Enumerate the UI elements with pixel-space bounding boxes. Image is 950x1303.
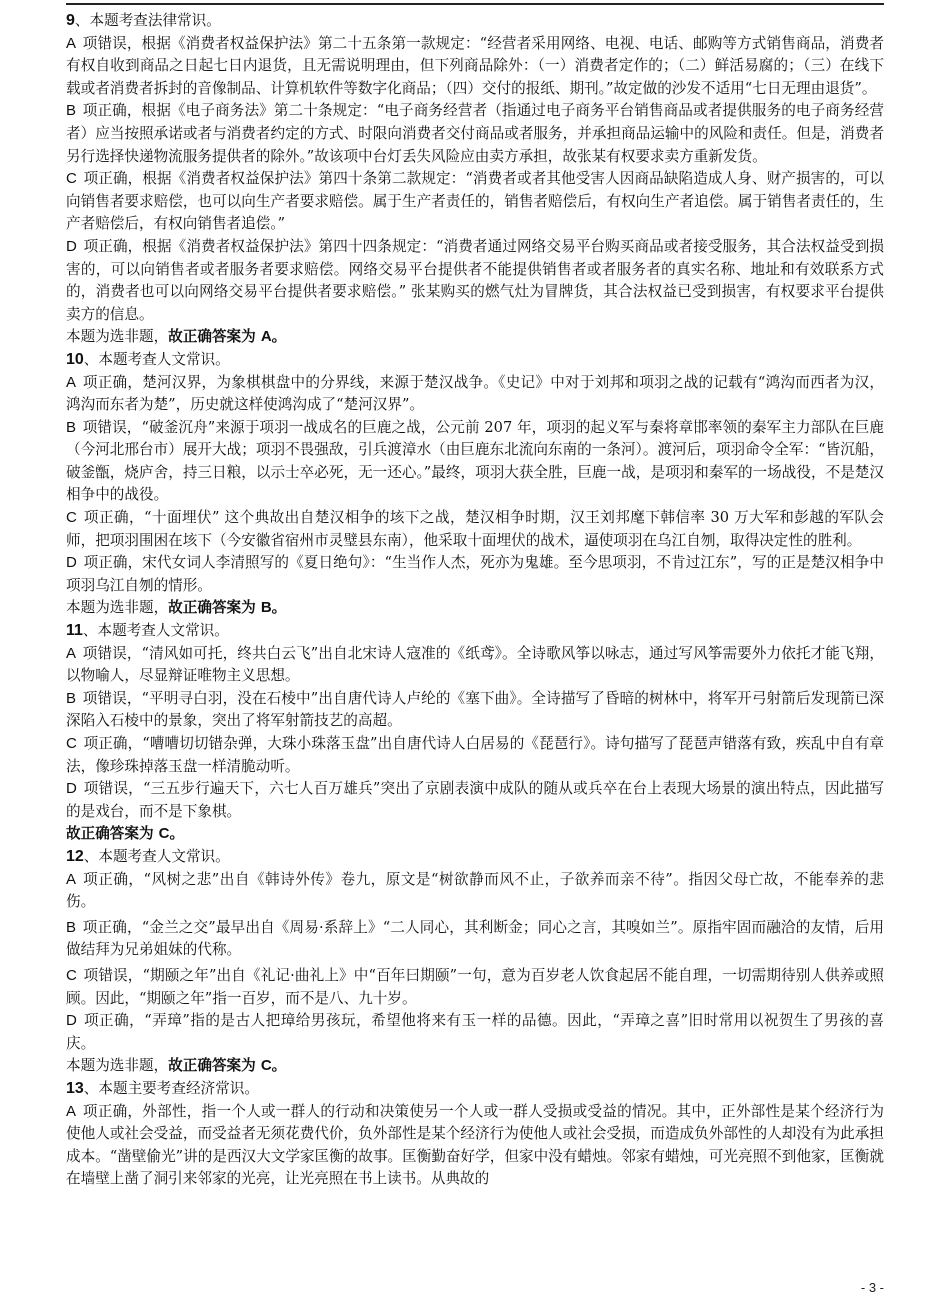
question-heading — [66, 349, 884, 372]
option-explanation-d — [66, 552, 884, 597]
answer-statement — [168, 1057, 286, 1074]
option-explanation-c — [66, 507, 884, 552]
option-letter: B — [66, 418, 77, 436]
answer-explanations — [66, 10, 884, 1191]
answer-end-mark: 。 — [169, 825, 185, 843]
option-explanation-a — [66, 33, 884, 101]
answer-conclusion — [66, 823, 884, 846]
correct-answer: A — [260, 328, 272, 346]
question-number: 10 — [66, 350, 84, 368]
question-topic: 、本题考查人文常识。 — [82, 622, 229, 640]
option-letter: B — [66, 102, 77, 120]
question-heading — [66, 1078, 884, 1101]
correct-answer: B — [260, 599, 272, 617]
question-number: 12 — [66, 847, 84, 865]
answer-end-mark: 。 — [271, 328, 287, 346]
option-letter: D — [66, 554, 77, 572]
option-explanation-b — [66, 417, 884, 507]
correct-answer: C — [260, 1057, 272, 1075]
option-text: 项错误，“期颐之年”出自《礼记·曲礼上》中“百年曰期颐”一句，意为百岁老人饮食起居不能自理，一切需期待别人供养或照顾。因此，“期颐之年”指一百岁，而不是八、九十岁。 — [66, 966, 884, 1007]
question-topic: 、本题主要考查经济常识。 — [83, 1079, 259, 1097]
option-text: 项错误，“三五步行遍天下，六七人百万雄兵”突出了京剧表演中成队的随从或兵卒在台上表现大场景的演出特点，因此描写的是戏台，而不是下象棋。 — [66, 780, 884, 820]
option-explanation-a — [66, 643, 884, 688]
option-explanation-d — [66, 778, 884, 823]
option-text: 项正确，根据《消费者权益保护法》第四十条第二款规定：“消费者或者其他受害人因商品缺陷造成人身、财产损害的，可以向销售者要求赔偿，也可以向生产者要求赔偿。属于生产者责任的，销售者赔偿后，有权向生产者追偿。属于销售者责任的，生产者赔偿后，有权向销售者追偿。” — [66, 170, 884, 233]
question-block-9 — [66, 10, 884, 349]
option-letter: B — [66, 918, 77, 936]
answer-end-mark: 。 — [271, 1057, 287, 1075]
question-block-10 — [66, 349, 884, 620]
option-text: 项正确，“十面埋伏” 这个典故出自楚汉相争的垓下之战，楚汉相争时期，汉王刘邦麾下韩信率 30 万大军和彭越的军队会师，把项羽围困在垓下（今安徽省宿州市灵璧县东南），他采取十面埋伏的战术，逼使项羽在乌江自刎，取得决定性的胜利。 — [66, 509, 884, 549]
option-letter: C — [66, 735, 77, 752]
answer-conclusion — [66, 1055, 884, 1078]
option-letter: C — [66, 509, 77, 527]
option-text: 项正确，根据《电子商务法》第二十条规定：“电子商务经营者（指通过电子商务平台销售商品或者提供服务的电子商务经营者）应当按照承诺或者与消费者约定的方式、时限向消费者交付商品或者服务，并承担商品运输中的风险和责任。但是，消费者另行选择快递物流服务提供者的除外。”故该项中台灯丢失风险应由卖方承担，故张某有权要求卖方重新发货。 — [66, 102, 884, 165]
option-letter: D — [66, 780, 77, 798]
option-text: 项正确，外部性，指一个人或一群人的行动和决策使另一个人或一群人受损或受益的情况。其中，正外部性是某个经济行为使他人或社会受益，而受益者无须花费代价，负外部性是某个经济行为使他人或社会受损，而造成负外部性的人却没有为此承担成本。“凿壁偷光”讲的是西汉大文学家匡衡的故事。匡衡勤奋好学，但家中没有蜡烛。邻家有蜡烛，可光亮照不到他家，匡衡就在墙壁上凿了洞引来邻家的光亮，让光亮照在书上读书。从典故的 — [66, 1102, 884, 1188]
top-rule — [66, 3, 884, 5]
answer-conclusion — [66, 597, 884, 620]
option-letter: C — [66, 966, 77, 984]
option-text: 项正确，楚河汉界，为象棋棋盘中的分界线，来源于楚汉战争。《史记》中对于刘邦和项羽之战的记载有“鸿沟而西者为汉，鸿沟而东者为楚”，历史就这样使鸿沟成了“楚河汉界”。 — [66, 373, 884, 414]
option-text: 项正确，“风树之悲”出自《韩诗外传》卷九，原文是“树欲静而风不止，子欲养而亲不待”。指因父母亡故，不能奉养的悲伤。 — [66, 870, 884, 911]
answer-statement — [168, 328, 286, 345]
question-heading — [66, 620, 884, 643]
option-text: 项正确，“嘈嘈切切错杂弹，大珠小珠落玉盘”出自唐代诗人白居易的《琵琶行》。诗句描写了琵琶声错落有致，疾乱中自有章法，像珍珠掉落玉盘一样清脆动听。 — [66, 735, 884, 775]
option-text: 项错误，“平明寻白羽，没在石棱中”出自唐代诗人卢纶的《塞下曲》。全诗描写了昏暗的树林中，将军开弓射箭后发现箭已深深陷入石棱中的景象，突出了将军射箭技艺的高超。 — [66, 689, 884, 730]
option-text: 项正确，根据《消费者权益保护法》第四十四条规定：“消费者通过网络交易平台购买商品或者接受服务，其合法权益受到损害的，可以向销售者或者服务者要求赔偿。网络交易平台提供者不能提供销售者或者服务者的真实名称、地址和有效联系方式的，消费者也可以向网络交易平台提供者要求赔偿。” 张某购买的燃气灶为冒牌货，其合法权益已受到损害，有权要求平台提供卖方的信息。 — [66, 237, 884, 323]
question-block-12 — [66, 846, 884, 1078]
option-letter: A — [66, 34, 77, 52]
option-explanation-c — [66, 733, 884, 778]
question-block-11 — [66, 620, 884, 846]
option-explanation-c — [66, 965, 884, 1010]
option-text: 项正确，“弄璋”指的是古人把璋给男孩玩，希望他将来有玉一样的品德。因此，“弄璋之喜”旧时常用以祝贺生了男孩的喜庆。 — [66, 1012, 884, 1052]
correct-answer: C — [158, 825, 170, 843]
option-letter: C — [66, 170, 77, 188]
option-explanation-b — [66, 688, 884, 733]
option-text: 项正确，“金兰之交”最早出自《周易·系辞上》“二人同心，其利断金；同心之言，其嗅如兰”。原指牢固而融洽的友情，后用做结拜为兄弟姐妹的代称。 — [66, 918, 884, 959]
question-topic: 、本题考查人文常识。 — [83, 847, 230, 865]
question-block-13 — [66, 1078, 884, 1191]
option-explanation-d — [66, 1010, 884, 1055]
answer-statement — [168, 599, 286, 616]
option-letter: B — [66, 689, 77, 707]
option-letter: D — [66, 1012, 77, 1030]
answer-conclusion — [66, 326, 884, 349]
option-explanation-d — [66, 236, 884, 326]
option-letter: A — [66, 1102, 77, 1120]
option-letter: A — [66, 644, 77, 662]
option-explanation-a — [66, 1101, 884, 1191]
answer-label: 故正确答案为 — [168, 328, 261, 346]
option-explanation-b — [66, 917, 884, 962]
question-number: 9 — [66, 12, 75, 29]
question-topic: 、本题考查法律常识。 — [74, 12, 221, 29]
option-text: 项错误，根据《消费者权益保护法》第二十五条第一款规定：“经营者采用网络、电视、电话、邮购等方式销售商品，消费者有权自收到商品之日起七日内退货，且无需说明理由，但下列商品除外：（一）消费者定作的；（二）鲜活易腐的；（三）在线下载或者消费者拆封的音像制品、计算机软件等数字化商品；（四）交付的报纸、期刊。”故定做的沙发不适用“七日无理由退货”。 — [66, 34, 884, 97]
answer-label: 故正确答案为 — [168, 599, 261, 617]
answer-statement — [66, 825, 184, 842]
option-letter: A — [66, 870, 77, 888]
option-explanation-a — [66, 372, 884, 417]
option-text: 项错误，“破釜沉舟”来源于项羽一战成名的巨鹿之战，公元前 207 年，项羽的起义军与秦将章邯率领的秦军主力部队在巨鹿（今河北邢台市）展开大战；项羽不畏强敌，引兵渡漳水（由巨鹿东北流向东南的一条河）。渡河后，项羽命令全军：“皆沉船，破釜甑，烧庐舍，持三日粮，以示士卒必死，无一还心。”最终，项羽大获全胜，巨鹿一战，是项羽和秦军的一场战役，不是楚汉相争中的战役。 — [66, 418, 884, 504]
page-number: - 3 - — [860, 1280, 884, 1295]
conclusion-prefix: 本题为选非题， — [66, 328, 169, 346]
option-text: 项正确，宋代女词人李清照写的《夏日绝句》：“生当作人杰，死亦为鬼雄。至今思项羽，不肯过江东”，写的正是楚汉相争中项羽乌江自刎的情形。 — [66, 554, 884, 594]
answer-end-mark: 。 — [271, 599, 287, 617]
option-explanation-b — [66, 100, 884, 168]
conclusion-prefix: 本题为选非题， — [66, 1057, 169, 1075]
option-explanation-c — [66, 168, 884, 236]
option-text: 项错误，“清风如可托，终共白云飞”出自北宋诗人寇准的《纸鸢》。全诗歌风筝以咏志，通过写风筝需要外力依托才能飞翔，以物喻人，尽显辩证唯物主义思想。 — [66, 644, 884, 685]
question-heading — [66, 846, 884, 869]
question-number: 13 — [66, 1079, 84, 1097]
conclusion-prefix: 本题为选非题， — [66, 599, 169, 617]
option-explanation-a — [66, 869, 884, 914]
question-topic: 、本题考查人文常识。 — [83, 350, 230, 368]
answer-label: 故正确答案为 — [66, 825, 159, 843]
option-letter: A — [66, 373, 77, 391]
answer-label: 故正确答案为 — [168, 1057, 261, 1075]
option-letter: D — [66, 237, 77, 255]
question-number: 11 — [66, 622, 83, 640]
question-heading — [66, 10, 884, 33]
